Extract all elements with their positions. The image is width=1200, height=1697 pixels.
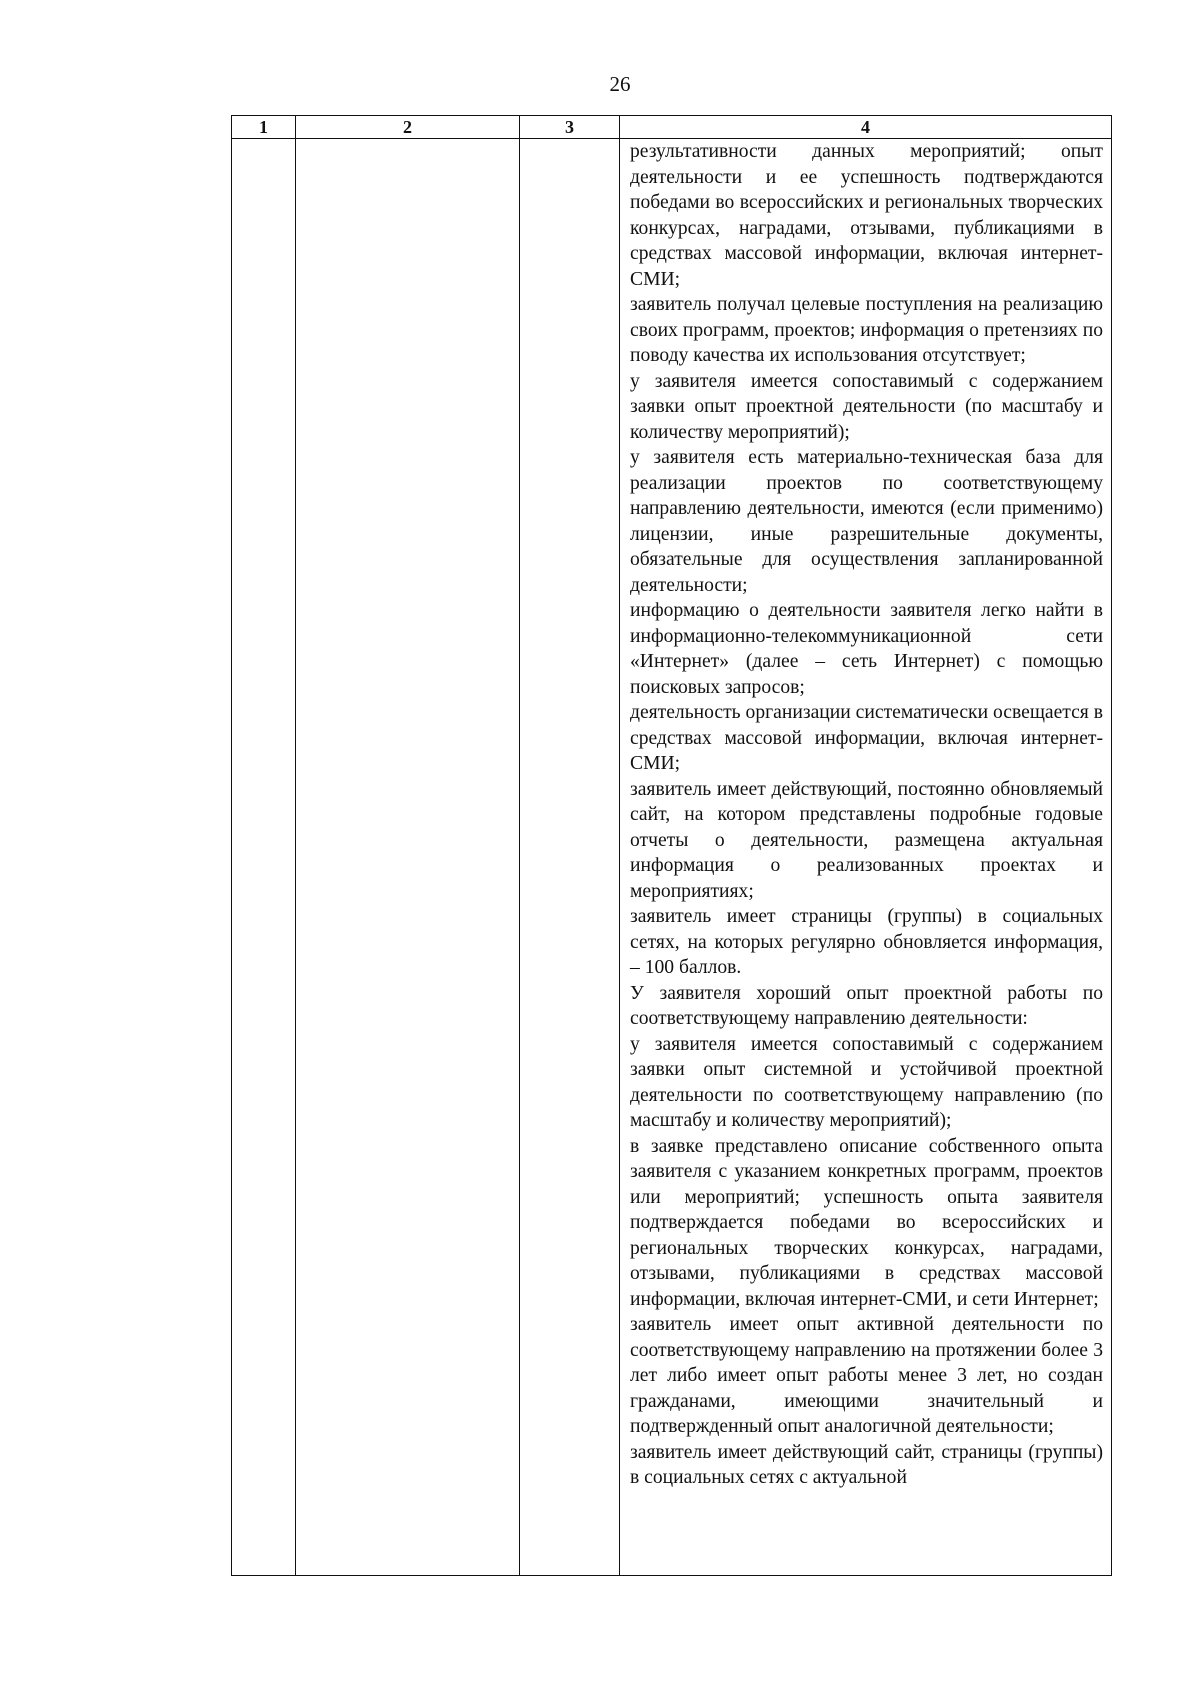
criteria-paragraph: заявитель имеет страницы (группы) в социальных сетях, на которых регулярно обновляется информация, – 100 баллов. [630,906,1103,978]
criteria-paragraph: информацию о деятельности заявителя легко найти в информационно-телекоммуникационной сети «Интернет» (далее – сеть Интернет) с помощью поисковых запросов; [630,600,1103,698]
table-row [232,139,1112,1576]
criteria-paragraph: результативности данных мероприятий; опыт деятельности и ее успешность подтверждаются победами во всероссийских и региональных творческих конкурсах, наградами, отзывами, публикациями в средствах массовой информации, включая интернет-СМИ; [630,141,1103,290]
criteria-paragraph: у заявителя имеется сопоставимый с содержанием заявки опыт системной и устойчивой проектной деятельности по соответствующему направлению (по масштабу и количеству мероприятий); [630,1033,1103,1131]
column-header-2: 2 [296,116,520,139]
criteria-paragraph: деятельность организации систематически освещается в средствах массовой информации, включая интернет-СМИ; [630,702,1103,774]
column-header-1: 1 [232,116,296,139]
cell-column-4 [620,139,1112,1576]
header-row [232,116,1112,139]
page-number: 26 [609,72,631,96]
column-header-4: 4 [620,116,1112,139]
criteria-paragraph: заявитель имеет действующий, постоянно обновляемый сайт, на котором представлены подробные годовые отчеты о деятельности, размещена актуальная информация о реализованных проектах и мероприятиях; [630,778,1103,902]
criteria-paragraph: у заявителя есть материально-техническая база для реализации проектов по соответствующему направлению деятельности, имеются (если применимо) лицензии, иные разрешительные документы, обязательные для осуществления запланированной деятельности; [630,447,1103,596]
cell-column-1 [232,139,296,1576]
criteria-paragraph: у заявителя имеется сопоставимый с содержанием заявки опыт проектной деятельности (по масштабу и количеству мероприятий); [630,370,1103,443]
column-header-3: 3 [520,116,620,139]
criteria-text [620,139,1111,1491]
criteria-paragraph: заявитель имеет опыт активной деятельности по соответствующему направлению на протяжении более 3 лет либо имеет опыт работы менее 3 лет, но создан гражданами, имеющими значительный и подтвержденный опыт аналогичной деятельности; [630,1314,1103,1437]
criteria-paragraph: в заявке представлено описание собственного опыта заявителя с указанием конкретных программ, проектов или мероприятий; успешность опыта заявителя подтверждается победами во всероссийских и региональных творческих конкурсах, наградами, отзывами, публикациями в средствах массовой информации, включая интернет-СМИ, и сети Интернет; [630,1135,1103,1310]
criteria-table [231,115,1112,1576]
criteria-paragraph: У заявителя хороший опыт проектной работы по соответствующему направлению деятельности: [630,982,1103,1029]
criteria-paragraph: заявитель получал целевые поступления на реализацию своих программ, проектов; информация о претензиях по поводу качества их использования отсутствует; [630,294,1103,366]
criteria-paragraph: заявитель имеет действующий сайт, страницы (группы) в социальных сетях с актуальной [630,1441,1103,1488]
cell-column-2 [296,139,520,1576]
cell-column-3 [520,139,620,1576]
